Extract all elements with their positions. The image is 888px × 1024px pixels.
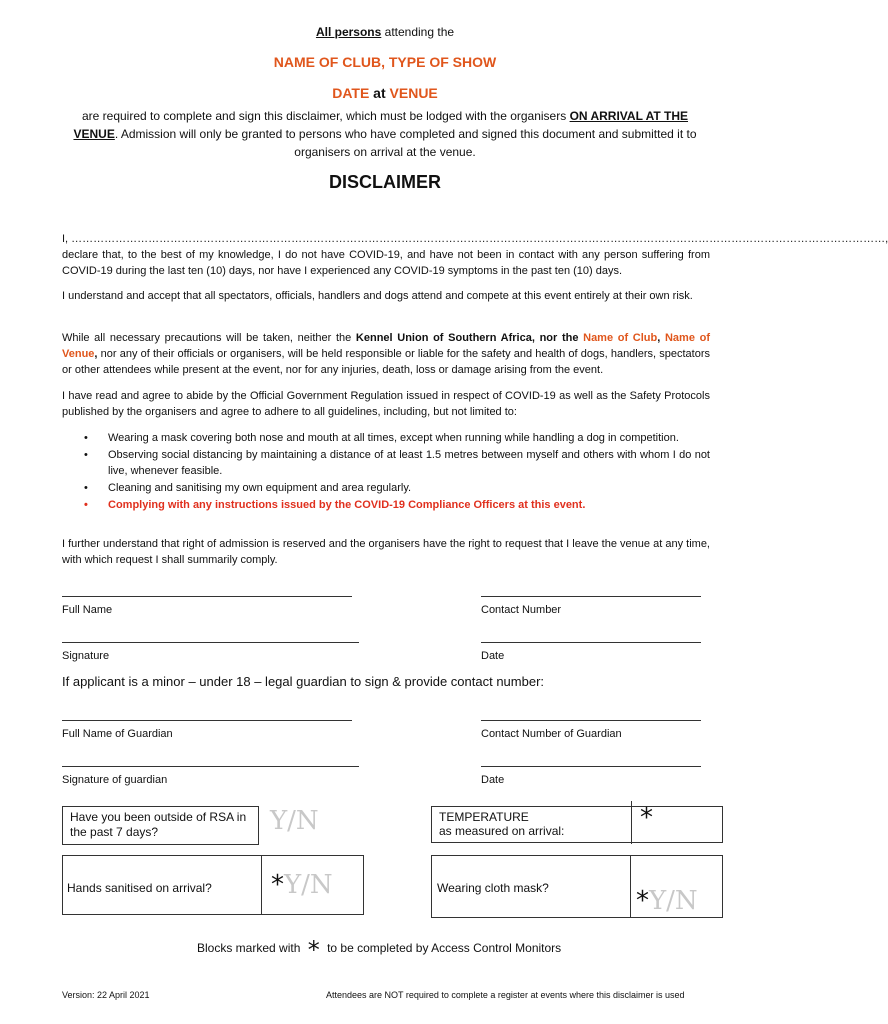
declare-text: declare that, to the best of my knowledge, I do not have COVID-19, and have not been in contact with any person suffering from COVID-19 during the last ten (10) days, nor have I experienced any COVID-19 symptoms in the past ten (10) days. [62, 249, 710, 277]
list-item: • Cleaning and sanitising my own equipment and area regularly. [62, 480, 710, 496]
event-venue: VENUE [389, 85, 438, 101]
guardian-date-label: Date [481, 774, 505, 786]
list-item: • Complying with any instructions issued by the COVID-19 Compliance Officers at this event. [62, 497, 710, 513]
p3-d: , [657, 332, 665, 344]
temperature-box[interactable] [431, 803, 723, 843]
hands-answer[interactable] [271, 870, 333, 900]
date-label: Date [481, 650, 505, 662]
full-name-label: Full Name [62, 604, 113, 616]
p3-f: , [94, 348, 98, 360]
temperature-divider [631, 801, 633, 844]
guardian-name-line[interactable] [62, 720, 352, 721]
yn-text: Y/N [649, 886, 698, 916]
full-name-line[interactable] [62, 596, 352, 597]
outside-rsa-answer[interactable] [270, 806, 319, 836]
date-line[interactable] [481, 642, 701, 643]
hands-box[interactable] [62, 855, 364, 915]
declaration [62, 231, 888, 279]
hands-label: Hands sanitised on arrival? [67, 881, 212, 895]
contact-number-label: Contact Number [481, 604, 562, 616]
club-name: NAME OF CLUB, TYPE OF SHOW [273, 54, 497, 70]
mask-label: Wearing cloth mask? [437, 881, 549, 895]
at-text: at [369, 85, 390, 101]
date-venue [0, 85, 770, 101]
event-date: DATE [332, 85, 370, 101]
guardian-signature-line[interactable] [62, 766, 359, 767]
guardian-date-line[interactable] [481, 766, 701, 767]
guardian-name-label: Full Name of Guardian [62, 728, 173, 740]
temperature-title: TEMPERATURE [439, 810, 529, 824]
declare-name-line[interactable]: I, ……………………………………………………………………………………………………………………………………………………………………………………………………, [62, 233, 888, 245]
guideline-list [62, 430, 710, 513]
star-icon: * [636, 886, 649, 916]
list-item: • Wearing a mask covering both nose and mouth at all times, except when running while handling a dog in competition. [62, 430, 710, 446]
signature-line[interactable] [62, 642, 359, 643]
guardian-contact-label: Contact Number of Guardian [481, 728, 622, 740]
mask-divider [630, 856, 632, 917]
contact-number-line[interactable] [481, 596, 701, 597]
page-title: DISCLAIMER [329, 172, 441, 192]
legend [197, 930, 562, 964]
hands-divider [261, 856, 263, 914]
regulation-paragraph: I have read and agree to abide by the Official Government Regulation issued in respect of COVID-19 as well as the Safety Protocols published by the organisers and agree to adhere to all guidelines, including, but not limited to: [62, 390, 710, 418]
liability-paragraph [62, 330, 710, 378]
mask-box[interactable] [431, 855, 723, 918]
guardian-signature-label: Signature of guardian [62, 774, 168, 786]
outside-rsa-question-box [62, 806, 259, 845]
legend-after: to be completed by Access Control Monitors [327, 941, 562, 955]
legend-before: Blocks marked with [197, 941, 301, 955]
signature-label: Signature [62, 650, 110, 662]
all-persons: All persons [315, 25, 382, 39]
star-icon: * [640, 803, 653, 833]
on-arrival: ON ARRIVAL AT THE VENUE [73, 109, 689, 141]
minor-note: If applicant is a minor – under 18 – legal guardian to sign & provide contact number: [62, 674, 545, 689]
yn-text: Y/N [284, 870, 333, 900]
list-item: • Observing social distancing by maintaining a distance of at least 1.5 metres between myself and others with whom I do not live, whenever feasible. [62, 447, 710, 479]
admission-paragraph: I further understand that right of admission is reserved and the organisers have the right to request that I leave the venue at any time, with which request I shall summarily comply. [62, 538, 710, 566]
temperature-label [439, 810, 564, 838]
mask-answer[interactable] [636, 886, 698, 916]
attending-text: attending the [381, 25, 455, 39]
version: Version: 22 April 2021 [62, 990, 150, 1000]
star-icon: * [271, 870, 284, 900]
club-ref: Name of Club [583, 332, 658, 344]
outside-rsa-label: Have you been outside of RSA in the past 7 days? [70, 810, 247, 839]
intro-a: are required to complete and sign this disclaimer, which must be lodged with the organisers [81, 109, 570, 123]
venue-ref: Name of Venue [62, 332, 710, 360]
header-line [0, 25, 770, 39]
guardian-contact-line[interactable] [481, 720, 701, 721]
kusa: Kennel Union of Southern Africa, nor the [355, 332, 584, 344]
yn-text: Y/N [270, 806, 319, 836]
p3-a: While all necessary precautions will be taken, neither the [62, 332, 356, 344]
p3-g: nor any of their officials or organisers, will be held responsible or liable for the safety and health of dogs, handlers, spectators or other attendees while present at the event, nor for any injuries, death, loss or damage arising from the event. [62, 348, 710, 376]
footer-note: Attendees are NOT required to complete a register at events where this disclaimer is used [326, 990, 685, 1000]
star-icon: * [307, 936, 320, 964]
intro-paragraph [70, 107, 700, 161]
intro-c: . Admission will only be granted to persons who have completed and signed this document and submitted it to organisers on arrival at the venue. [114, 127, 697, 159]
temperature-sub: as measured on arrival: [439, 824, 565, 838]
risk-paragraph: I understand and accept that all spectators, officials, handlers and dogs attend and compete at this event entirely at their own risk. [62, 290, 693, 302]
